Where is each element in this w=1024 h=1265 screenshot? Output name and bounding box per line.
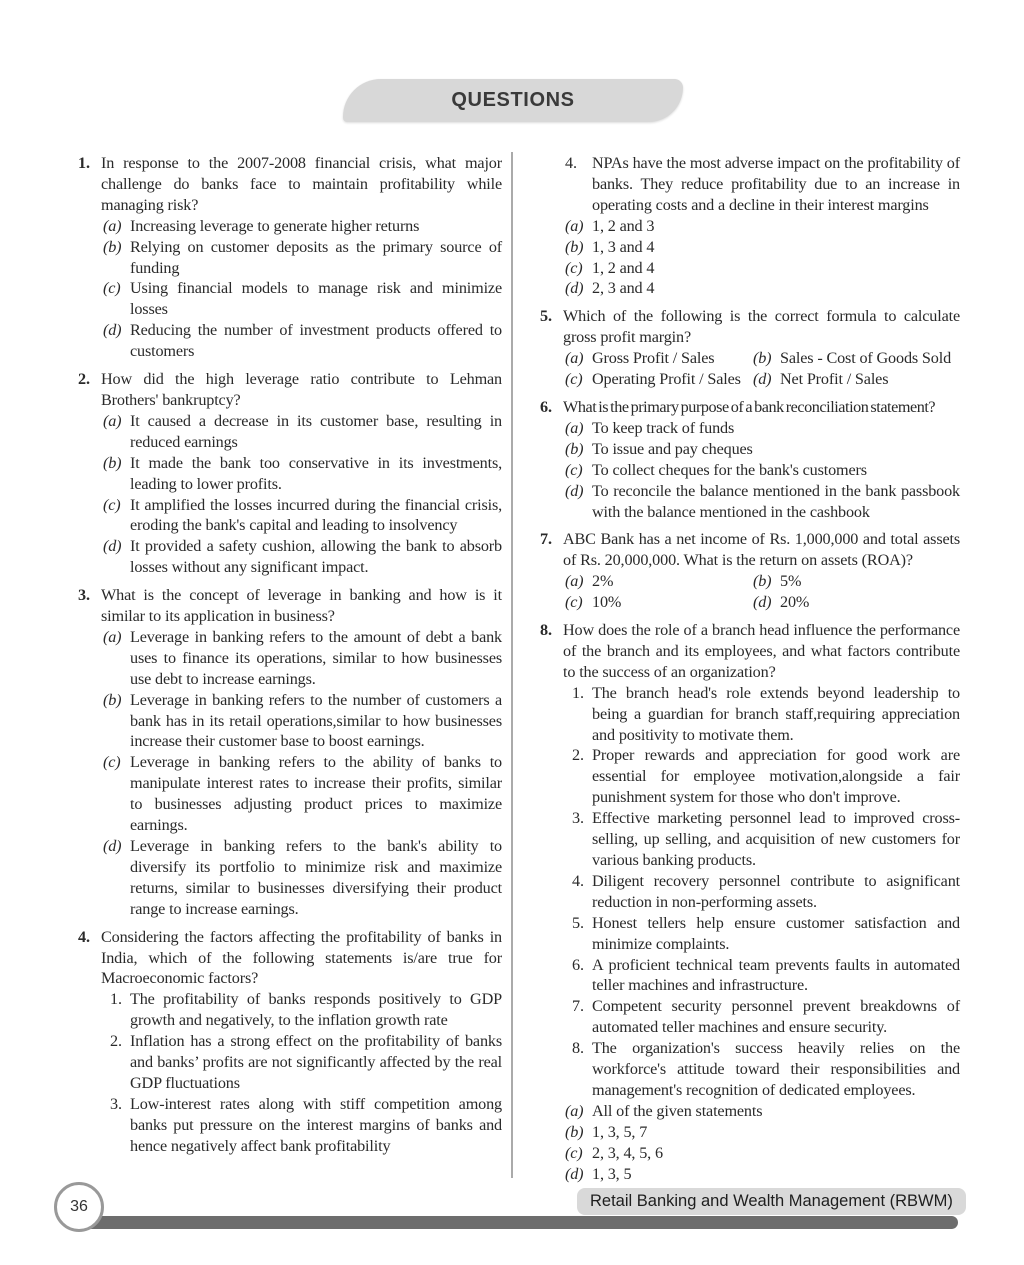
statement-text: The branch head's role extends beyond leadership to being a guardian for branch staff,requiring appreciation and positivity to motivate them.: [592, 683, 960, 744]
statement-text: A proficient technical team prevents faults in automated teller machines and infrastructure.: [592, 955, 960, 995]
statement-text: Effective marketing personnel lead to improved cross-selling, up selling, and acquisition of new customers for various banking products.: [592, 809, 960, 869]
statement-label: 7.: [572, 997, 584, 1016]
statement-6: [572, 955, 960, 997]
option-a: [103, 216, 502, 237]
column-divider: [511, 152, 513, 1178]
question-text: In response to the 2007-2008 financial crisis, what major challenge do banks face to maintain profitability while managing risk?: [101, 154, 502, 214]
statement-label: 2.: [572, 746, 584, 765]
page-number-badge: [54, 1182, 104, 1232]
option-a: [565, 1101, 960, 1122]
option-text: It provided a safety cushion, allowing the bank to absorb losses without any significant impact.: [130, 537, 502, 577]
statement-label: 4.: [565, 154, 577, 172]
options-grid: [563, 348, 960, 390]
question-number: 4.: [78, 927, 90, 946]
option-label: (b): [565, 1122, 584, 1141]
statement-text: The profitability of banks responds positively to GDP growth and negatively, to the inflation growth rate: [130, 990, 502, 1030]
statement-text: Proper rewards and appreciation for good work are essential for employee motivation,alongside a fair punishment system for those who don't improve.: [592, 746, 960, 807]
option-text: To keep track of funds: [592, 418, 735, 437]
question-number: 8.: [540, 621, 552, 640]
option-label: (a): [565, 349, 584, 368]
question-text: What is the concept of leverage in banking and how is it similar to its application in business?: [101, 586, 502, 626]
question-7: [540, 529, 960, 613]
question-number: 3.: [78, 586, 90, 605]
question-number: 1.: [78, 154, 90, 172]
option-text: Increasing leverage to generate higher returns: [130, 216, 420, 235]
statement-text: Diligent recovery personnel contribute to asignificant reduction in non-performing assets.: [592, 871, 960, 911]
statement-5: [572, 913, 960, 955]
option-text: 1, 3, 5: [592, 1164, 632, 1183]
option-b: [753, 571, 960, 592]
statement-label: 1.: [572, 683, 584, 702]
option-c: [103, 495, 502, 537]
option-label: (b): [565, 237, 584, 256]
option-label: (c): [565, 370, 583, 389]
option-b: [103, 237, 502, 279]
statement-1: [572, 683, 960, 746]
option-c: [565, 258, 960, 279]
option-text: It amplified the losses incurred during the financial crisis, eroding the bank's capital and leading to insolvency: [130, 495, 502, 535]
left-column: [78, 153, 502, 1157]
question-6: [540, 397, 960, 522]
option-label: (d): [753, 370, 772, 389]
option-label: (d): [103, 321, 122, 340]
question-text: How did the high leverage ratio contribute to Lehman Brothers' bankruptcy?: [101, 370, 502, 409]
statement-3: [110, 1094, 502, 1157]
option-text: All of the given statements: [592, 1101, 763, 1120]
option-label: (c): [565, 1143, 583, 1162]
statement-3: [572, 808, 960, 871]
option-c: [565, 369, 753, 390]
option-label: (a): [565, 216, 584, 235]
option-d: [753, 592, 960, 613]
option-label: (b): [565, 439, 584, 458]
option-text: Leverage in banking refers to the bank's ability to diversify its portfolio to minimize risk and maximize returns, similar to businesses diversifying their product range to increase earnings.: [130, 837, 502, 918]
book-title-badge: [577, 1188, 966, 1215]
option-c: [103, 752, 502, 836]
option-label: (b): [753, 572, 772, 591]
option-text: Sales - Cost of Goods Sold: [780, 349, 952, 368]
option-label: (a): [565, 572, 584, 591]
option-label: (c): [565, 258, 583, 277]
statement-label: 1.: [110, 990, 122, 1009]
option-label: (d): [753, 593, 772, 612]
option-label: (d): [103, 837, 122, 855]
option-text: Reducing the number of investment products offered to customers: [130, 321, 502, 361]
statement-text: NPAs have the most adverse impact on the profitability of banks. They reduce profitability due to an increase in operating costs and a decline in their interest margins: [592, 154, 960, 214]
option-text: It caused a decrease in its customer base, resulting in reduced earnings: [130, 411, 502, 451]
book-title: Retail Banking and Wealth Management (RBWM): [590, 1192, 953, 1210]
question-text: ABC Bank has a net income of Rs. 1,000,000 and total assets of Rs. 20,000,000. What is the return on assets (ROA)?: [563, 530, 960, 570]
statement-label: 3.: [110, 1094, 122, 1113]
statement-label: 4.: [572, 871, 584, 890]
option-c: [565, 460, 960, 481]
option-a: [565, 216, 960, 237]
option-label: (d): [103, 537, 122, 556]
option-d: [103, 836, 502, 920]
question-1: [78, 153, 502, 362]
option-label: (a): [103, 627, 122, 646]
question-4-continuation: [540, 153, 960, 299]
question-text: What is the primary purpose of a bank reconciliation statement?: [563, 397, 936, 416]
option-label: (b): [103, 237, 122, 256]
option-text: 1, 2 and 4: [592, 258, 655, 277]
option-a: [565, 571, 753, 592]
option-text: Leverage in banking refers to the amount of debt a bank uses to finance its operations, similar to how businesses use debt to increase earnings.: [130, 627, 502, 688]
option-text: Relying on customer deposits as the primary source of funding: [130, 237, 502, 277]
statement-text: Honest tellers help ensure customer satisfaction and minimize complaints.: [592, 913, 960, 953]
option-label: (a): [565, 1101, 584, 1120]
option-label: (a): [103, 411, 122, 430]
question-number: 6.: [540, 397, 552, 416]
option-label: (d): [565, 1164, 584, 1183]
option-c: [565, 592, 753, 613]
statement-text: Low-interest rates along with stiff competition among banks put pressure on the interest margins of banks and hence negatively affect bank profitability: [130, 1094, 502, 1155]
option-label: (d): [565, 279, 584, 298]
option-d: [565, 1164, 960, 1185]
question-text: Considering the factors affecting the profitability of banks in India, which of the following statements is/are true for Macroeconomic factors?: [101, 927, 502, 988]
option-text: 5%: [780, 572, 802, 591]
option-text: 2%: [592, 572, 614, 591]
option-text: 1, 2 and 3: [592, 216, 655, 235]
question-text: Which of the following is the correct formula to calculate gross profit margin?: [563, 307, 960, 347]
option-text: 1, 3 and 4: [592, 237, 655, 256]
question-4: [78, 927, 502, 1157]
question-8: [540, 620, 960, 1184]
option-text: 1, 3, 5, 7: [592, 1122, 648, 1141]
option-label: (b): [103, 690, 122, 709]
question-number: 7.: [540, 530, 552, 549]
statement-text: The organization's success heavily relies on the workforce's attitude toward their responsibilities and management's recognition of dedicated employees.: [592, 1039, 960, 1099]
option-label: (b): [103, 453, 122, 472]
option-a: [103, 411, 502, 453]
option-text: 10%: [592, 593, 622, 612]
option-text: To collect cheques for the bank's customers: [592, 460, 867, 479]
option-d: [103, 536, 502, 578]
question-number: 5.: [540, 307, 552, 326]
option-label: (c): [103, 279, 121, 298]
statement-2: [110, 1031, 502, 1094]
option-text: 20%: [780, 593, 810, 612]
option-label: (b): [753, 349, 772, 368]
option-c: [103, 278, 502, 320]
statement-7: [572, 996, 960, 1038]
option-label: (c): [103, 753, 121, 772]
option-b: [565, 237, 960, 258]
option-label: (a): [103, 216, 122, 235]
question-text: How does the role of a branch head influence the performance of the branch and its employees, and what factors contribute to the success of an organization?: [563, 621, 960, 681]
statement-4: [572, 871, 960, 913]
footer-bar: [76, 1216, 958, 1229]
option-d: [565, 278, 960, 299]
statement-label: 5.: [572, 913, 584, 932]
option-d: [565, 481, 960, 523]
option-text: Gross Profit / Sales: [592, 349, 715, 368]
option-text: 2, 3 and 4: [592, 279, 655, 298]
option-d: [103, 320, 502, 362]
option-label: (a): [565, 418, 584, 437]
statement-text: Competent security personnel prevent breakdowns of automated teller machines and ensure security.: [592, 997, 960, 1037]
statement-label: 6.: [572, 955, 584, 974]
option-text: To reconcile the balance mentioned in the bank passbook with the balance mentioned in the cashbook: [592, 481, 960, 521]
statement-label: 8.: [572, 1039, 584, 1058]
statement-label: 3.: [572, 809, 584, 828]
option-b: [103, 690, 502, 753]
option-text: Operating Profit / Sales: [592, 370, 741, 389]
right-column: [540, 153, 960, 1185]
option-label: (c): [103, 495, 121, 514]
option-text: Leverage in banking refers to the number of customers a bank has in its retail operations,similar to how businesses increase their customer base to boost earnings.: [130, 690, 502, 751]
option-text: Using financial models to manage risk and minimize losses: [130, 279, 502, 319]
option-b: [103, 453, 502, 495]
statement-2: [572, 745, 960, 808]
options-grid: [563, 571, 960, 613]
statement-label: 2.: [110, 1032, 122, 1051]
option-a: [565, 418, 960, 439]
question-5: [540, 306, 960, 390]
option-text: To issue and pay cheques: [592, 439, 753, 458]
option-text: Leverage in banking refers to the ability of banks to manipulate interest rates to increase their profits, similar to businesses adjusting product prices to maximize earnings.: [130, 753, 502, 835]
option-text: It made the bank too conservative in its investments, leading to lower profits.: [130, 453, 502, 493]
statement-4: [565, 153, 960, 216]
option-c: [565, 1143, 960, 1164]
questions-banner: [343, 79, 683, 122]
question-3: [78, 585, 502, 920]
question-number: 2.: [78, 370, 90, 389]
page-title: QUESTIONS: [451, 89, 575, 111]
question-2: [78, 369, 502, 578]
page-number: 36: [70, 1198, 88, 1215]
statement-1: [110, 989, 502, 1031]
option-text: Net Profit / Sales: [780, 370, 889, 389]
option-label: (d): [565, 481, 584, 500]
option-label: (c): [565, 593, 583, 612]
option-b: [565, 439, 960, 460]
option-a: [565, 348, 753, 369]
option-d: [753, 369, 960, 390]
option-a: [103, 627, 502, 690]
statement-8: [572, 1038, 960, 1101]
option-text: 2, 3, 4, 5, 6: [592, 1143, 663, 1162]
option-b: [753, 348, 960, 369]
option-label: (c): [565, 460, 583, 479]
option-b: [565, 1122, 960, 1143]
statement-text: Inflation has a strong effect on the profitability of banks and banks’ profits are not significantly affected by the real GDP fluctuations: [130, 1032, 502, 1092]
